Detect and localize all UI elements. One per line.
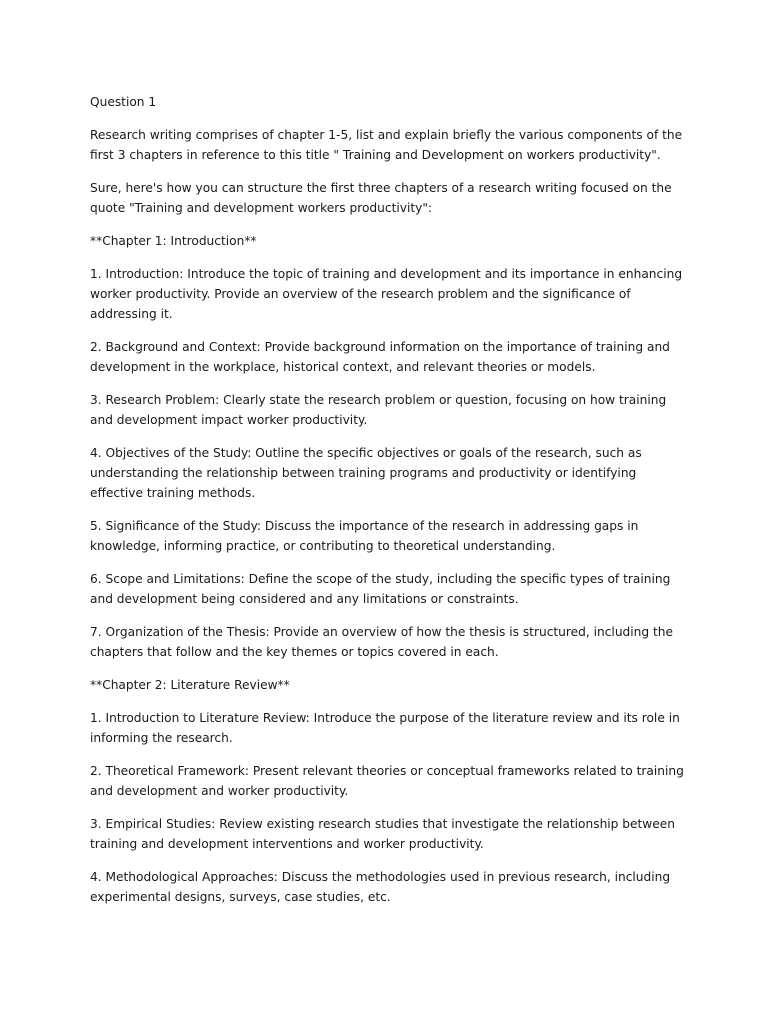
chapter-1-item: 7. Organization of the Thesis: Provide an overview of how the thesis is structured, including the chapters that follow and the key themes or topics covered in each. [90,625,674,659]
question-prompt: Research writing comprises of chapter 1-5, list and explain briefly the various components of the first 3 chapters in reference to this title " Training and Development on workers productivity". [90,128,683,162]
chapter-2-heading: **Chapter 2: Literature Review** [90,678,290,692]
chapter-2-item: 3. Empirical Studies: Review existing research studies that investigate the relationship between training and development interventions and worker productivity. [90,817,675,851]
chapter-2-item: 2. Theoretical Framework: Present relevant theories or conceptual frameworks related to training and development and worker productivity. [90,764,684,798]
chapter-1-item: 6. Scope and Limitations: Define the scope of the study, including the specific types of training and development being considered and any limitations or constraints. [90,572,671,606]
chapter-2-item: 4. Methodological Approaches: Discuss the methodologies used in previous research, including experimental designs, surveys, case studies, etc. [90,870,671,904]
chapter-1-item: 5. Significance of the Study: Discuss the importance of the research in addressing gaps in knowledge, informing practice, or contributing to theoretical understanding. [90,519,639,553]
chapter-1-item: 1. Introduction: Introduce the topic of training and development and its importance in enhancing worker productivity. Provide an overview of the research problem and the significance of addressing it. [90,267,683,321]
chapter-1-heading: **Chapter 1: Introduction** [90,234,257,248]
chapter-1-item: 2. Background and Context: Provide background information on the importance of training and development in the workplace, historical context, and relevant theories or models. [90,340,670,374]
question-label: Question 1 [90,95,157,109]
document-page [90,92,690,920]
chapter-2-item: 1. Introduction to Literature Review: Introduce the purpose of the literature review and its role in informing the research. [90,711,680,745]
chapter-1-item: 4. Objectives of the Study: Outline the specific objectives or goals of the research, such as understanding the relationship between training programs and productivity or identifying effective training methods. [90,446,642,500]
chapter-1-item: 3. Research Problem: Clearly state the research problem or question, focusing on how training and development impact worker productivity. [90,393,667,427]
answer-intro: Sure, here's how you can structure the first three chapters of a research writing focused on the quote "Training and development workers productivity": [90,181,672,215]
